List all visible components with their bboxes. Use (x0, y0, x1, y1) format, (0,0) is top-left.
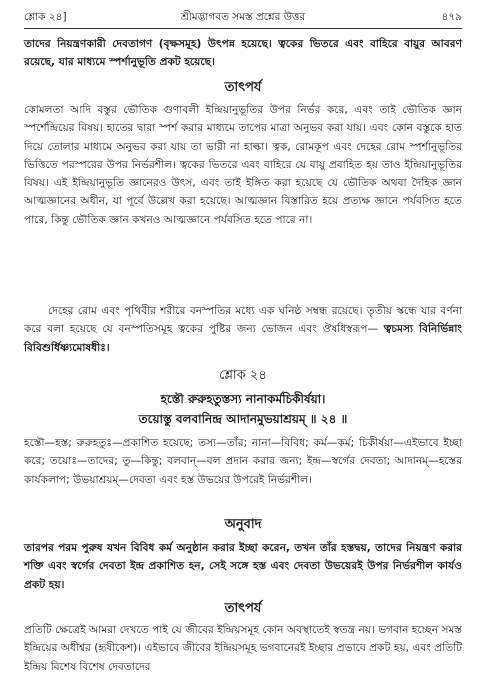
sanskrit-quote: ত্বচমস্য বিনির্ভিন্নাং বিবিশুর্ধিষ্ণ্যমোষধীঃ। (24, 323, 462, 354)
header-divider (24, 28, 462, 29)
translation-heading: অনুবাদ (224, 517, 262, 532)
purport-heading-2: তাৎপর্য (224, 601, 262, 616)
header-verse-ref: শ্লোক ২৪] (24, 11, 67, 23)
page-header (24, 6, 462, 28)
purport-1-paragraph-1: কোমলতা আদি বস্তুর ভৌতিক গুণাবলী ইন্দ্রিয়ানুভূতির উপর নির্ভর করে, এবং তাই ভৌতিক জ্ঞান স্পর্শেন্দ্রিয়ের বিষয়। হাতের দ্বারা স্পর্শ করার মাধ্যমে তাপের মাত্রা অনুভব করা যায়। এবং কোন বস্তুকে হাত দিয়ে তোলার মাধ্যমে অনুভব করা যায় তা ভারী না হাল্কা। ত্বক, রোমকূপ এবং দেহের রোম স্পর্শানুভূতির ভিত্তিতে পরস্পরের উপর নির্ভরশীল। ত্বকের ভিতরে এবং বাহিরে যে বায়ু প্রবাহিত হয় তাও ইন্দ্রিয়ানুভূতির বিষয়। এই ইন্দ্রিয়ানুভূতি জ্ঞানেরও উৎস, এবং তাই ইঙ্গিত করা হয়েছে যে ভৌতিক অথবা দৈহিক জ্ঞান আত্মজ্ঞানের অধীন, যা পূর্বে উল্লেখ করা হয়েছে। আত্মজ্ঞান বিস্তারিত হয়ে প্রত্যক্ষ জ্ঞানে পর্যবসিত হতে পারে, কিন্তু ভৌতিক জ্ঞান কখনও আত্মজ্ঞানে পর্যবসিত হতে পারে না। (24, 104, 462, 226)
verse-line-1: হস্তৌ রুরুহতুস্তস্য নানাকর্মচিকীর্ষয়া। (160, 392, 326, 406)
purport-1-paragraph-2-text: দেহের রোম এবং পৃথিবীর শরীরে বনস্পতির মধ্যে এক ঘনিষ্ঠ সম্বন্ধ রয়েছে। তৃতীয় স্কন্ধে যার বর্ণনা করে বলা হয়েছে যে বনস্পতিসমূহ ত্বকের পুষ্টির জন্য ভোজন এবং ঔষধিস্বরূপ— (24, 305, 462, 336)
page-number: ৪৭৯ (441, 11, 462, 23)
purport-1-paragraph-2 (24, 302, 462, 357)
verse-line-2: তয়োস্তু বলবানিন্দ্র আদানমুভয়াশ্রয়ম্ ॥ ২৪ ॥ (138, 412, 348, 426)
intro-translation: তাদের নিয়ন্ত্রণকারী দেবতাগণ (বৃক্ষসমূহ) উৎপন্ন হয়েছে। ত্বকের ভিতরে এবং বাহিরে বায়ুর আবরণ রয়েছে, যার মাধ্যমে স্পর্শানুভূতি প্রকট হয়েছে। (24, 38, 462, 69)
book-page (24, 0, 462, 699)
word-synonyms: হস্তৌ—হস্ত; রুরুহতুঃ—প্রকাশিত হয়েছে; তস্য—তাঁর; নানা—বিবিধ; কর্ম—কর্ম; চিকীর্ষয়া—এইভাবে ইচ্ছা করে; তয়োঃ—তাদের; তু—কিন্তু; বলবান্—বল প্রদান করার জন্য; ইন্দ্র—স্বর্গের দেবতা; আদানম্—হস্তের কার্যকলাপ; উভয়াশ্রয়ম্—দেবতা এবং হস্ত উভয়ের উপরেই নির্ভরশীল। (24, 437, 462, 486)
header-title: শ্রীমদ্ভাগবত সমস্ত প্রশ্নের উত্তর (180, 11, 306, 23)
translation-text: তারপর পরম পুরুষ যখন বিবিধ কর্ম অনুষ্ঠান করার ইচ্ছা করেন, তখন তাঁর হস্তদ্বয়, তাদের নিয়ন্ত্রণ করার শক্তি এবং স্বর্গের দেবতা ইন্দ্র প্রকাশিত হন, সেই সঙ্গে হস্ত এবং দেবতা উভয়েরই উপর নির্ভরশীল কার্যও প্রকট হয়। (24, 542, 462, 591)
purport-2-text: প্রতিটি ক্ষেত্রেই আমরা দেখতে পাই যে জীবের ইন্দ্রিয়সমূহ কোন অবস্থাতেই স্বতন্ত্র নয়। ভগবান হচ্ছেন সমস্ত ইন্দ্রিয়ের অধীশ্বর (হৃষীকেশ)। এইভাবে জীবের ইন্দ্রিয়সমূহ ভগবানেরই ইচ্ছার প্রভাবে প্রকট হয়, এবং প্রতিটি ইন্দ্রিয় বিশেষ বিশেষ দেবতাদের (24, 624, 462, 673)
purport-heading-1: তাৎপর্য (224, 80, 262, 95)
verse-heading: শ্লোক ২৪ (219, 368, 267, 383)
